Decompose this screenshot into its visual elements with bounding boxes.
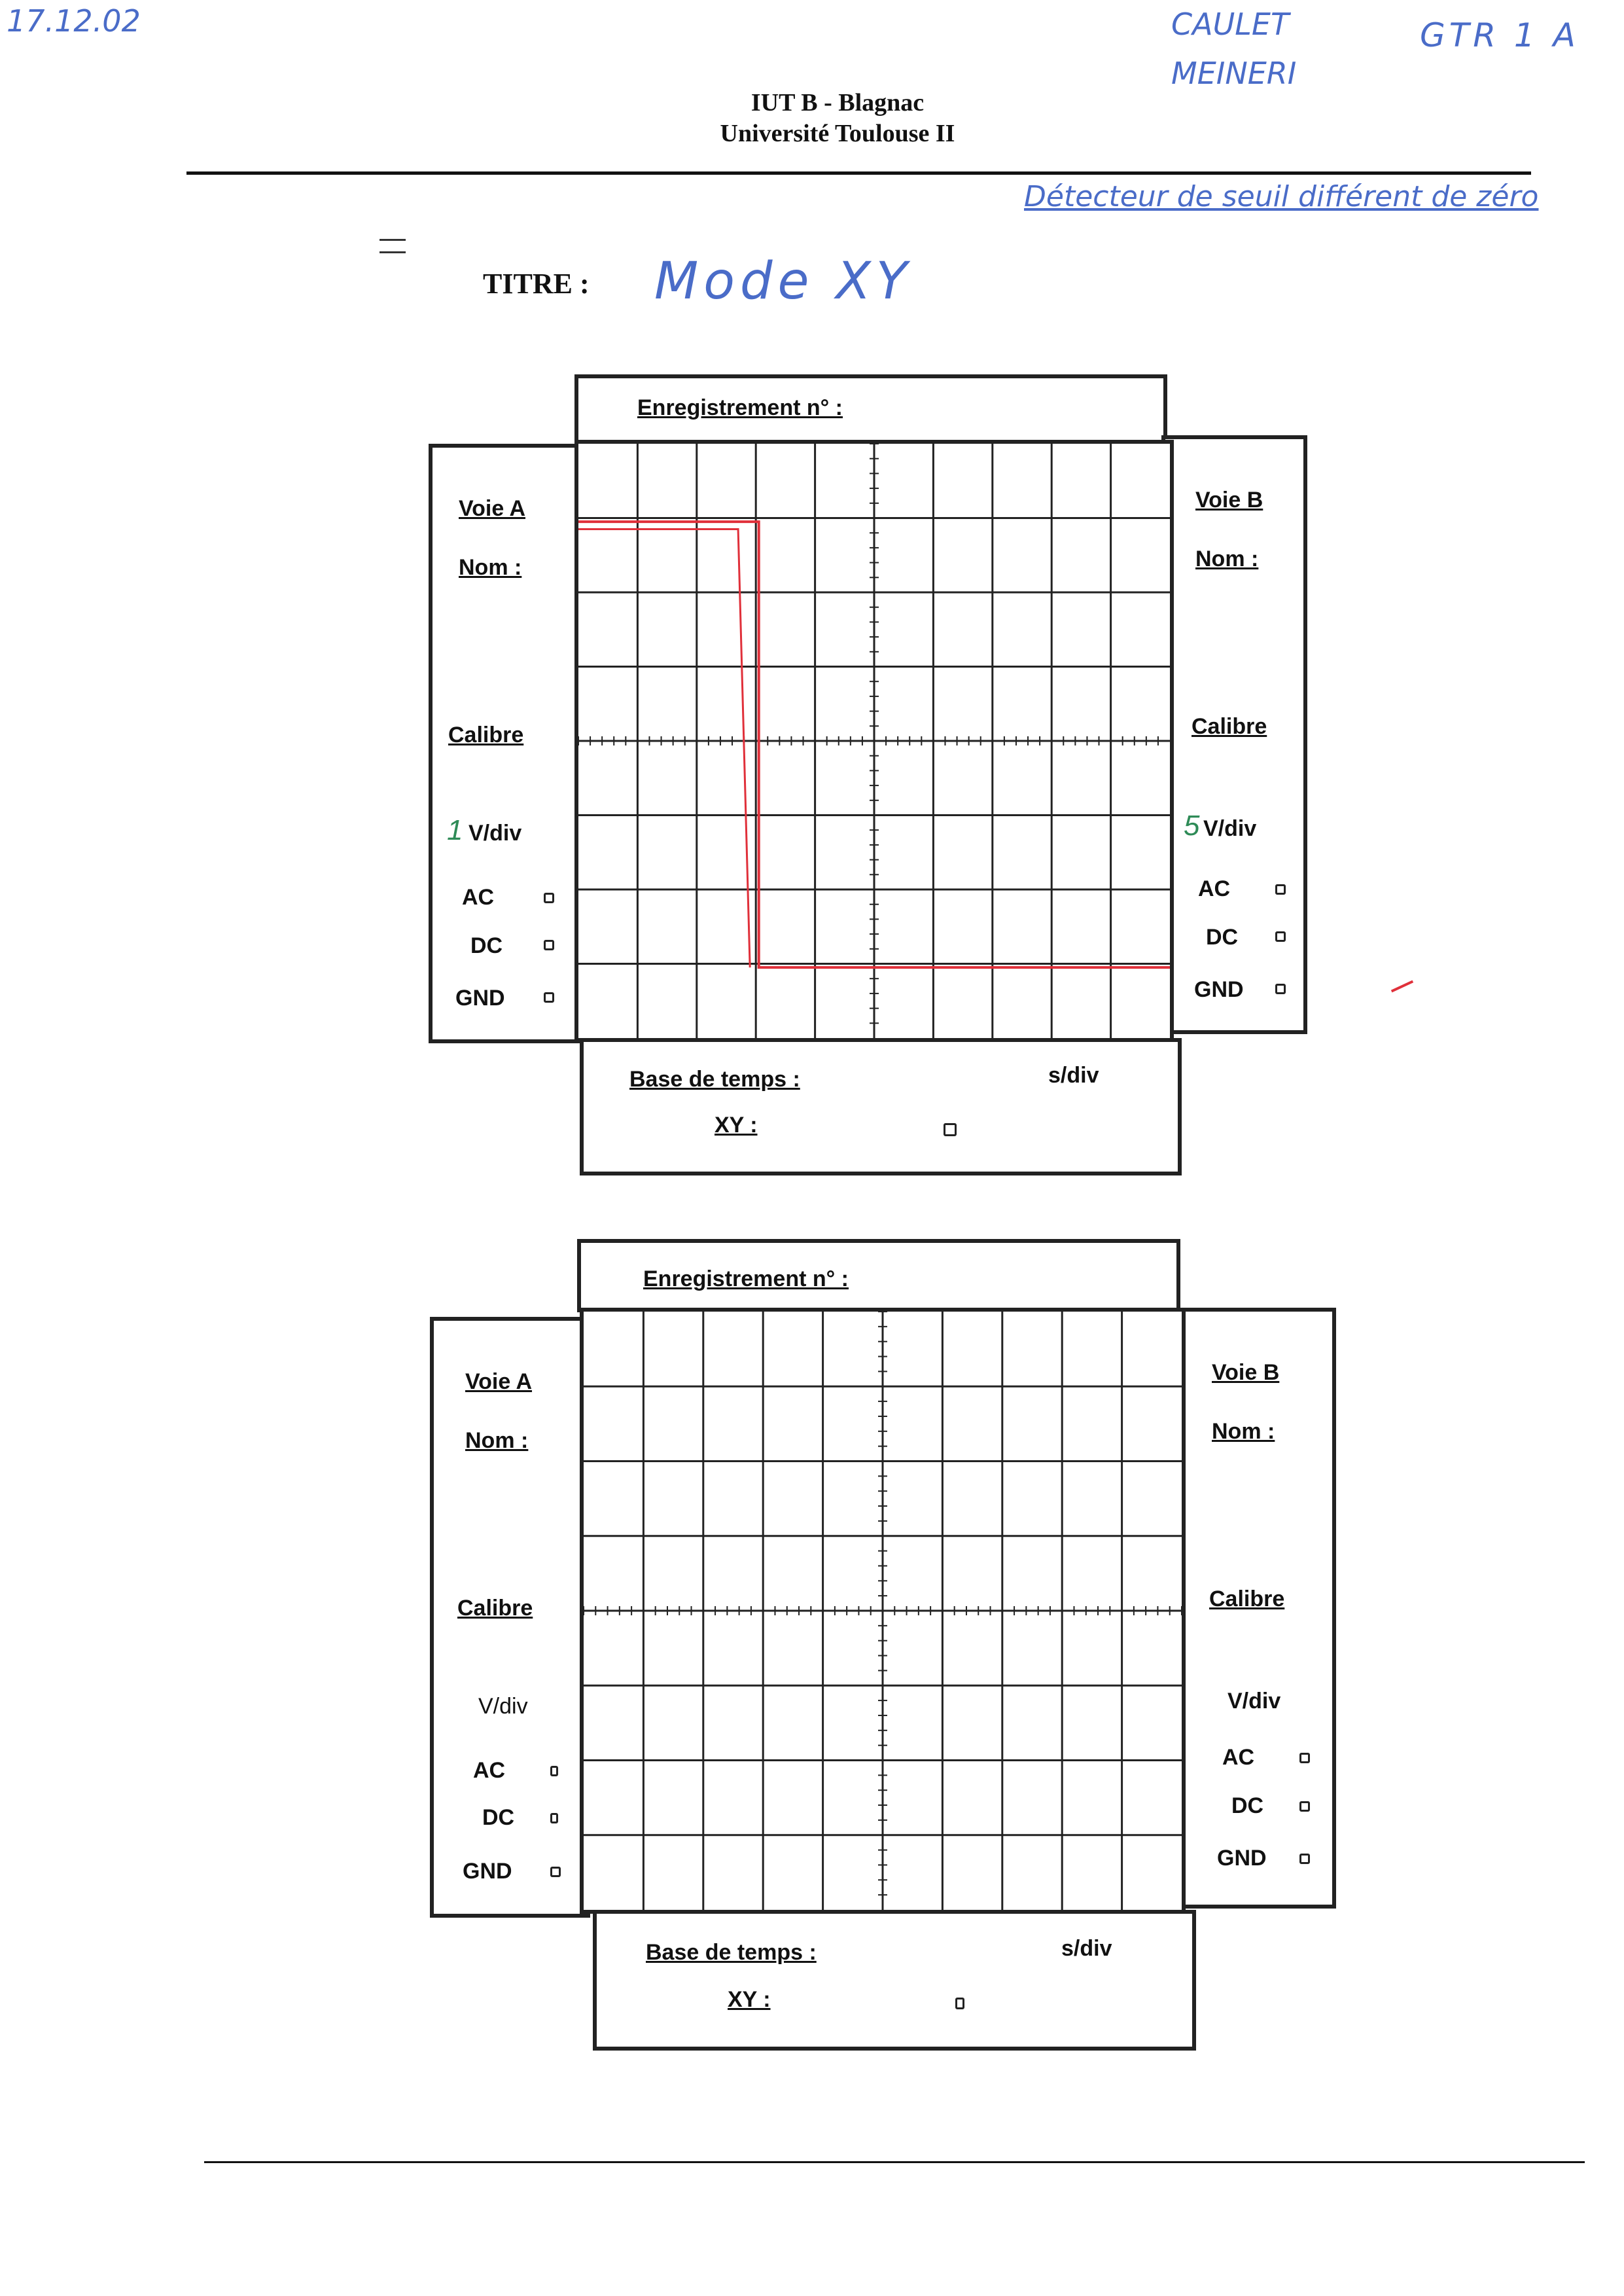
university-name: Université Toulouse II — [720, 120, 955, 147]
handwritten-title: Mode XY — [654, 252, 913, 311]
dc-label: DC — [470, 933, 503, 958]
handwritten-calibre-a: 1 — [447, 814, 463, 846]
oscilloscope-grid-2 — [580, 1308, 1186, 1914]
gnd-label: GND — [455, 986, 505, 1011]
gnd-label: GND — [1217, 1846, 1267, 1871]
vdiv-label: V/div — [1203, 816, 1257, 841]
grid-lines-1 — [578, 444, 1170, 1038]
oscilloscope-grid-1 — [574, 440, 1174, 1042]
dc-label: DC — [482, 1805, 515, 1830]
dc-label: DC — [1206, 925, 1239, 950]
handwritten-date: 17.12.02 — [7, 3, 141, 39]
gnd-checkbox[interactable] — [550, 1867, 561, 1877]
gnd-checkbox[interactable] — [1275, 984, 1286, 994]
enregistrement-header-1 — [574, 374, 1167, 448]
base-de-temps-label: Base de temps : — [646, 1940, 817, 1965]
ac-label: AC — [1222, 1745, 1255, 1770]
base-de-temps-label: Base de temps : — [629, 1067, 800, 1092]
vdiv-label: V/div — [468, 821, 522, 846]
calibre-label: Calibre — [448, 723, 524, 747]
xy-label: XY : — [715, 1113, 758, 1138]
sdiv-label: s/div — [1061, 1936, 1112, 1961]
nom-label: Nom : — [459, 555, 522, 580]
enregistrement-label: Enregistrement n° : — [637, 395, 843, 420]
calibre-label: Calibre — [1192, 714, 1267, 739]
dc-checkbox[interactable] — [1275, 931, 1286, 942]
handwritten-name-2: MEINERI — [1171, 56, 1297, 91]
enregistrement-label: Enregistrement n° : — [643, 1266, 849, 1291]
ac-label: AC — [462, 885, 495, 910]
signal-trace — [578, 529, 750, 968]
xy-checkbox[interactable] — [944, 1123, 957, 1136]
ac-label: AC — [473, 1758, 506, 1783]
nom-label: Nom : — [1195, 547, 1259, 571]
voie-a-label: Voie A — [465, 1369, 533, 1394]
gnd-label: GND — [1194, 977, 1244, 1002]
dc-label: DC — [1231, 1793, 1264, 1818]
voie-b-panel-2 — [1178, 1308, 1336, 1909]
handwritten-calibre-b: 5 — [1184, 810, 1200, 842]
xy-checkbox[interactable] — [955, 1998, 964, 2009]
scribble-mark — [380, 239, 406, 253]
ac-label: AC — [1198, 876, 1231, 901]
gnd-checkbox[interactable] — [544, 992, 554, 1003]
nom-label: Nom : — [1212, 1419, 1275, 1444]
ac-checkbox[interactable] — [1299, 1753, 1310, 1763]
vdiv-label: V/div — [478, 1694, 528, 1719]
bottom-divider — [204, 2161, 1585, 2163]
dc-checkbox[interactable] — [1299, 1801, 1310, 1812]
ac-checkbox[interactable] — [1275, 884, 1286, 895]
ac-checkbox[interactable] — [550, 1766, 558, 1776]
nom-label: Nom : — [465, 1428, 529, 1453]
handwritten-subtitle: Détecteur de seuil différent de zéro — [1024, 180, 1539, 213]
handwritten-name-1: CAULET — [1171, 7, 1290, 42]
grid-lines-2 — [584, 1312, 1182, 1910]
base-de-temps-panel-2 — [593, 1910, 1196, 2051]
voie-a-label: Voie A — [459, 496, 526, 521]
gnd-label: GND — [463, 1859, 512, 1884]
enregistrement-header-2 — [577, 1239, 1180, 1312]
voie-a-panel-2 — [430, 1317, 590, 1918]
voie-a-panel-1 — [429, 444, 583, 1043]
top-divider — [186, 171, 1531, 175]
sdiv-label: s/div — [1048, 1063, 1099, 1088]
handwritten-class-code: GTR 1 A — [1420, 16, 1580, 54]
xy-label: XY : — [728, 1987, 771, 2012]
red-pen-mark — [1391, 980, 1413, 993]
title-label: TITRE : — [483, 268, 590, 300]
voie-b-panel-1 — [1161, 435, 1307, 1034]
dc-checkbox[interactable] — [550, 1813, 558, 1823]
voie-b-label: Voie B — [1212, 1360, 1280, 1385]
vdiv-label: V/div — [1227, 1689, 1281, 1713]
calibre-label: Calibre — [457, 1596, 533, 1621]
gnd-checkbox[interactable] — [1299, 1854, 1310, 1864]
institution-name: IUT B - Blagnac — [750, 89, 925, 117]
voie-b-label: Voie B — [1195, 488, 1263, 512]
calibre-label: Calibre — [1209, 1587, 1285, 1611]
ac-checkbox[interactable] — [544, 893, 554, 903]
dc-checkbox[interactable] — [544, 940, 554, 950]
base-de-temps-panel-1 — [580, 1038, 1182, 1175]
